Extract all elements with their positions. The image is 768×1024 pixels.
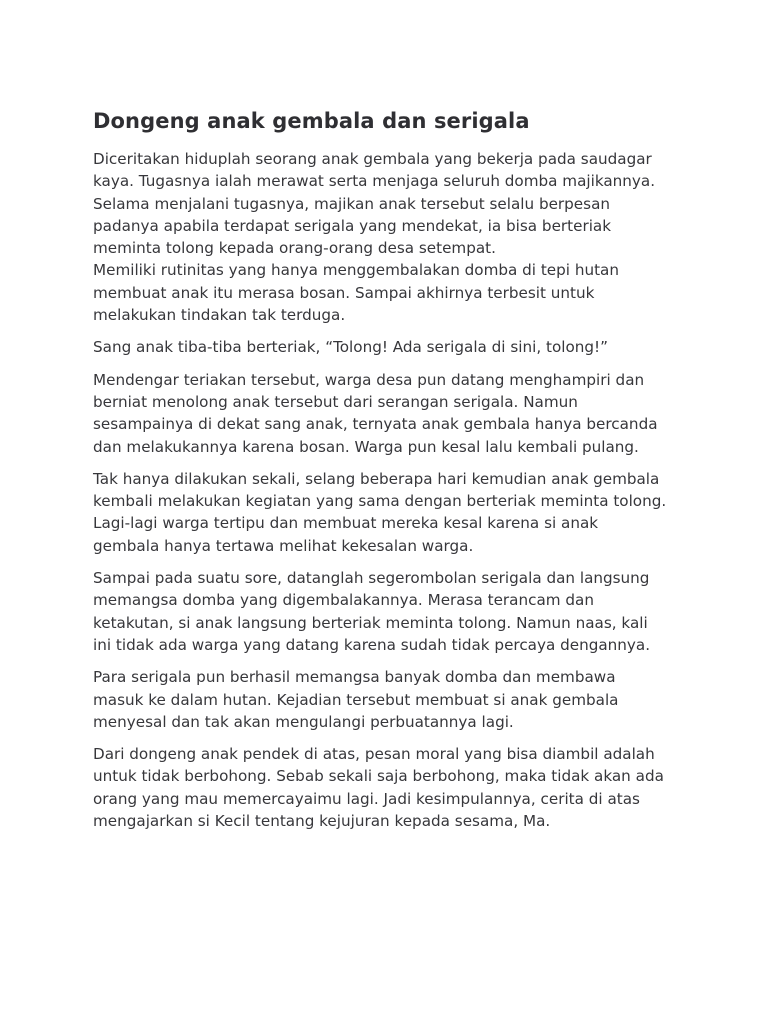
paragraph: [93, 666, 683, 733]
text-line: Memiliki rutinitas yang hanya menggembalakan domba di tepi hutan: [93, 261, 619, 280]
text-line: Selama menjalani tugasnya, majikan anak tersebut selalu berpesan: [93, 194, 610, 213]
text-line: Sampai pada suatu sore, datanglah segerombolan serigala dan langsung: [93, 569, 650, 588]
document-page: [93, 104, 683, 842]
paragraph: [93, 148, 683, 326]
text-line: Para serigala pun berhasil memangsa banyak domba dan membawa: [93, 668, 616, 687]
text-line: menyesal dan tak akan mengulangi perbuatannya lagi.: [93, 712, 514, 731]
text-line: Mendengar teriakan tersebut, warga desa pun datang menghampiri dan: [93, 370, 645, 389]
text-line: sesampainya di dekat sang anak, ternyata anak gembala hanya bercanda: [93, 415, 658, 434]
text-line: Dari dongeng anak pendek di atas, pesan moral yang bisa diambil adalah: [93, 745, 655, 764]
text-line: dan melakukannya karena bosan. Warga pun kesal lalu kembali pulang.: [93, 437, 639, 456]
document-title: Dongeng anak gembala dan serigala: [93, 109, 530, 133]
text-line: orang yang mau memercayaimu lagi. Jadi kesimpulannya, cerita di atas: [93, 789, 640, 808]
text-line: Diceritakan hiduplah seorang anak gembala yang bekerja pada saudagar: [93, 150, 652, 168]
text-line: berniat menolong anak tersebut dari serangan serigala. Namun: [93, 392, 578, 411]
text-line: ketakutan, si anak langsung berteriak meminta tolong. Namun naas, kali: [93, 613, 648, 632]
paragraph: [93, 743, 683, 832]
text-line: untuk tidak berbohong. Sebab sekali saja berbohong, maka tidak akan ada: [93, 767, 664, 786]
text-line: mengajarkan si Kecil tentang kejujuran kepada sesama, Ma.: [93, 812, 551, 831]
text-line: Sang anak tiba-tiba berteriak, “Tolong! Ada serigala di sini, tolong!”: [93, 338, 608, 357]
text-line: Tak hanya dilakukan sekali, selang beberapa hari kemudian anak gembala: [93, 469, 660, 488]
paragraph: [93, 567, 683, 656]
paragraph: [93, 336, 683, 358]
text-line: kembali melakukan kegiatan yang sama dengan berteriak meminta tolong.: [93, 492, 667, 511]
text-line: memangsa domba yang digembalakannya. Merasa terancam dan: [93, 591, 594, 610]
text-line: melakukan tindakan tak terduga.: [93, 306, 346, 325]
paragraph: [93, 468, 683, 557]
text-line: ini tidak ada warga yang datang karena sudah tidak percaya dengannya.: [93, 635, 651, 654]
document-body: [93, 148, 683, 832]
text-line: padanya apabila terdapat serigala yang mendekat, ia bisa berteriak: [93, 216, 612, 235]
text-line: masuk ke dalam hutan. Kejadian tersebut membuat si anak gembala: [93, 690, 619, 709]
paragraph: [93, 369, 683, 458]
text-line: meminta tolong kepada orang-orang desa setempat.: [93, 239, 496, 258]
text-line: gembala hanya tertawa melihat kekesalan warga.: [93, 536, 474, 555]
text-line: kaya. Tugasnya ialah merawat serta menjaga seluruh domba majikannya.: [93, 172, 656, 191]
text-line: membuat anak itu merasa bosan. Sampai akhirnya terbesit untuk: [93, 283, 595, 302]
text-line: Lagi-lagi warga tertipu dan membuat mereka kesal karena si anak: [93, 514, 599, 533]
